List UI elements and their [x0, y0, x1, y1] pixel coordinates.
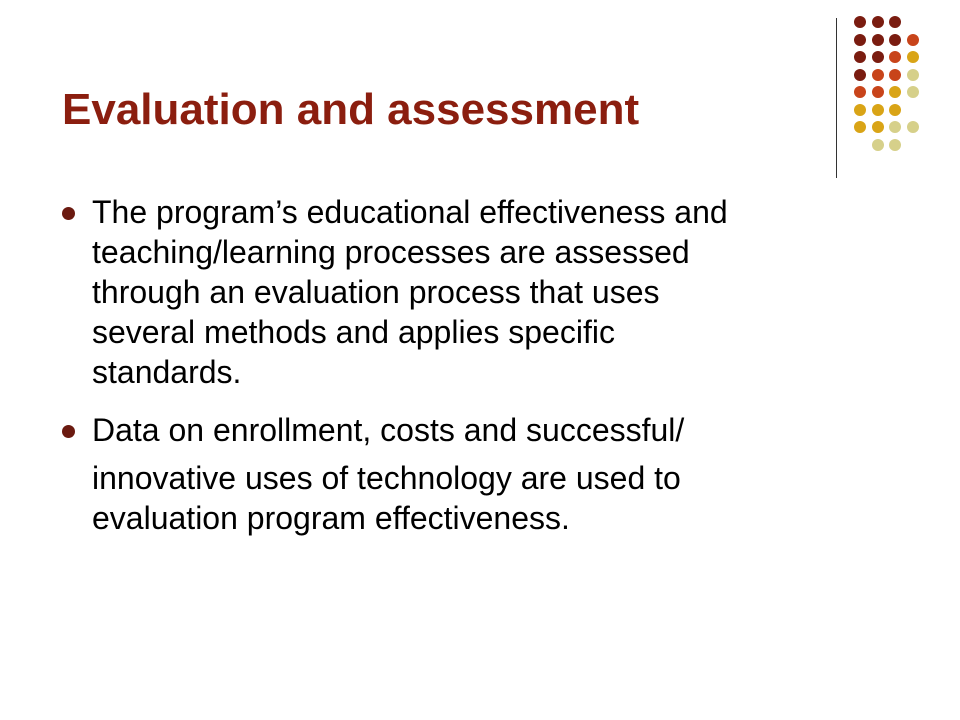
decorative-dot — [889, 34, 901, 46]
decorative-dot — [854, 16, 866, 28]
decorative-dot — [889, 121, 901, 133]
decorative-dot — [854, 86, 866, 98]
bullet-line: innovative uses of technology are used to — [92, 460, 681, 496]
decorative-dot — [872, 139, 884, 151]
decorative-dot — [872, 34, 884, 46]
bullet-line: several methods and applies specific — [92, 314, 615, 350]
decorative-dot — [889, 16, 901, 28]
decorative-dot — [872, 86, 884, 98]
decorative-dot — [854, 51, 866, 63]
decorative-dot — [907, 69, 919, 81]
decorative-dot — [889, 51, 901, 63]
bullet-line: evaluation program effectiveness. — [92, 500, 570, 536]
bullet-line: The program’s educational effectiveness and — [92, 194, 728, 230]
bullet-line: Data on enrollment, costs and successful/ — [92, 412, 685, 448]
decorative-dot — [872, 51, 884, 63]
decorative-dot — [854, 121, 866, 133]
bullet-item — [62, 192, 882, 392]
decorative-dot — [854, 104, 866, 116]
vertical-divider — [836, 18, 837, 178]
bullet-line: through an evaluation process that uses — [92, 274, 660, 310]
bullet-item — [62, 410, 882, 538]
slide-title: Evaluation and assessment — [62, 85, 640, 134]
decorative-dot — [854, 34, 866, 46]
decorative-dot — [872, 104, 884, 116]
bullet-list — [62, 192, 882, 556]
bullet-icon — [62, 207, 75, 220]
decorative-dot — [854, 69, 866, 81]
decorative-dot — [907, 86, 919, 98]
decorative-dot — [889, 139, 901, 151]
decorative-dot — [872, 121, 884, 133]
decorative-dot — [872, 69, 884, 81]
bullet-line: standards. — [92, 354, 242, 390]
decorative-dot — [907, 51, 919, 63]
decorative-dot — [907, 34, 919, 46]
decorative-dot — [872, 16, 884, 28]
decorative-dot — [889, 86, 901, 98]
bullet-line: teaching/learning processes are assessed — [92, 234, 690, 270]
decorative-dot — [889, 104, 901, 116]
decorative-dot — [907, 121, 919, 133]
decorative-dot — [889, 69, 901, 81]
bullet-icon — [62, 425, 75, 438]
